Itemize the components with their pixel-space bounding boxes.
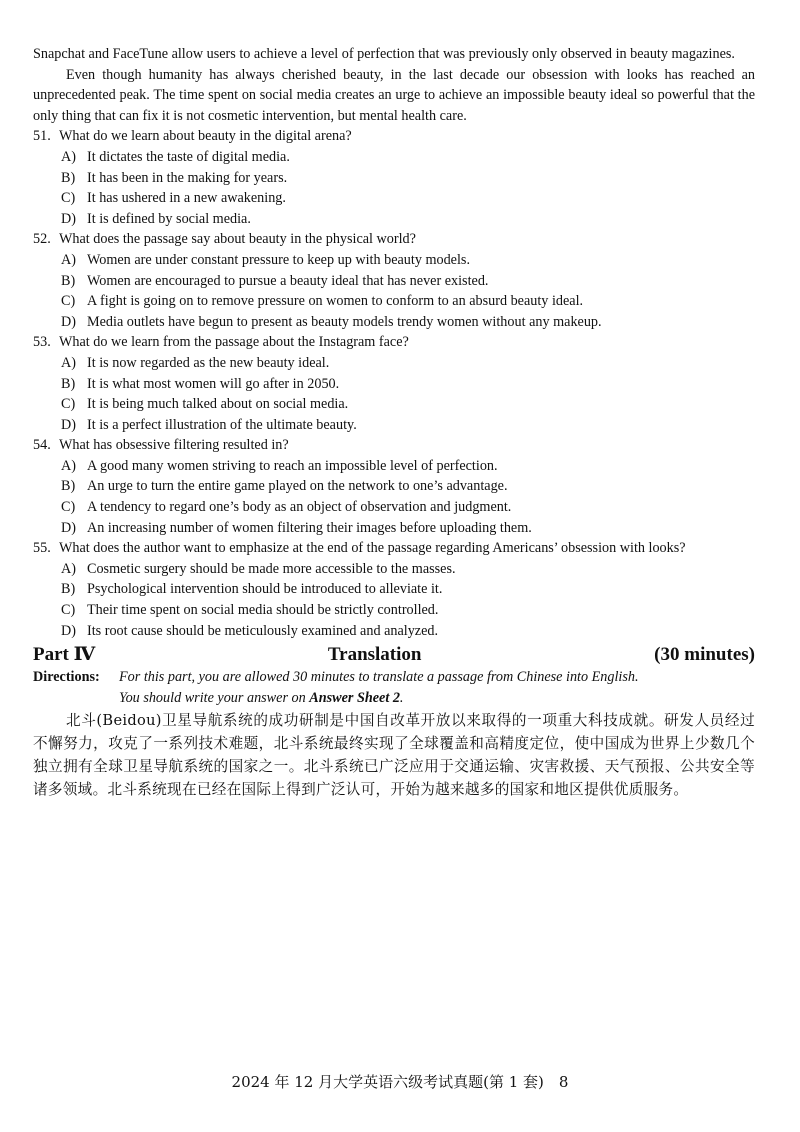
answer-option bbox=[33, 476, 755, 497]
option-text: It is a perfect illustration of the ultimate beauty. bbox=[87, 416, 357, 433]
answer-option bbox=[33, 394, 755, 415]
option-text: It has been in the making for years. bbox=[87, 169, 288, 186]
part-label: Part Ⅳ bbox=[33, 644, 96, 666]
option-text: Its root cause should be meticulously examined and analyzed. bbox=[87, 622, 439, 639]
option-letter: C) bbox=[61, 190, 76, 207]
directions-line-2 bbox=[33, 688, 755, 709]
part-time: (30 minutes) bbox=[654, 644, 755, 666]
option-letter: A) bbox=[61, 354, 76, 371]
option-letter: C) bbox=[61, 499, 76, 516]
answer-option bbox=[33, 621, 755, 642]
question-55 bbox=[33, 538, 755, 641]
option-text: Women are under constant pressure to keep up with beauty models. bbox=[87, 251, 470, 268]
answer-option bbox=[33, 291, 755, 312]
option-text: Cosmetic surgery should be made more accessible to the masses. bbox=[87, 560, 456, 577]
answer-option bbox=[33, 168, 755, 189]
option-letter: C) bbox=[61, 602, 76, 619]
directions-line-1: For this part, you are allowed 30 minutes to translate a passage from Chinese into English. bbox=[119, 669, 639, 686]
answer-option bbox=[33, 579, 755, 600]
answer-option bbox=[33, 271, 755, 292]
answer-option bbox=[33, 456, 755, 477]
question-53 bbox=[33, 332, 755, 435]
answer-option bbox=[33, 188, 755, 209]
option-text: It dictates the taste of digital media. bbox=[87, 148, 290, 165]
option-letter: C) bbox=[61, 396, 76, 413]
answer-option bbox=[33, 209, 755, 230]
option-text: It has ushered in a new awakening. bbox=[87, 190, 286, 207]
directions bbox=[33, 667, 755, 688]
option-text: Women are encouraged to pursue a beauty ideal that has never existed. bbox=[87, 272, 489, 289]
passage-paragraph-tail: Snapchat and FaceTune allow users to achieve a level of perfection that was previously only observed in beauty magazines. bbox=[33, 46, 735, 62]
option-text: Psychological intervention should be introduced to alleviate it. bbox=[87, 581, 443, 598]
part-4-header bbox=[33, 643, 755, 667]
answer-option bbox=[33, 559, 755, 580]
passage-paragraph-final: Even though humanity has always cherished beauty, in the last decade our obsession with looks has reached an unprecedented peak. The time spent on social media creates an urge to achieve an impossible beauty ideal so powerful that the only thing that can fix it is not cosmetic intervention, but mental health care. bbox=[33, 66, 755, 124]
chinese-passage: 北斗(Beidou)卫星导航系统的成功研制是中国自改革开放以来取得的一项重大科技成就。研发人员经过不懈努力，攻克了一系列技术难题，北斗系统最终实现了全球覆盖和高精度定位，使中国成为世界上少数几个独立拥有全球卫星导航系统的国家之一。北斗系统已广泛应用于交通运输、灾害救援、天气预报、公共安全等诸多领域。北斗系统现在已经在国际上得到广泛认可，开始为越来越多的国家和地区提供优质服务。 bbox=[33, 712, 755, 799]
option-text: Their time spent on social media should be strictly controlled. bbox=[87, 602, 439, 619]
directions-line-2-post: . bbox=[399, 689, 404, 706]
exam-page bbox=[33, 44, 755, 801]
question-number: 52. bbox=[33, 231, 51, 248]
question-number: 53. bbox=[33, 334, 51, 351]
option-text: A tendency to regard one’s body as an object of observation and judgment. bbox=[87, 499, 512, 516]
answer-option bbox=[33, 497, 755, 518]
option-text: An urge to turn the entire game played on the network to one’s advantage. bbox=[87, 478, 508, 495]
answer-sheet-label: Answer Sheet 2 bbox=[309, 689, 400, 706]
directions-label: Directions: bbox=[33, 669, 100, 686]
question-list bbox=[33, 126, 755, 641]
question-52 bbox=[33, 229, 755, 332]
part-title: Translation bbox=[327, 644, 422, 666]
question-stem bbox=[33, 126, 755, 147]
question-text: What has obsessive filtering resulted in? bbox=[59, 437, 289, 454]
option-letter: B) bbox=[61, 272, 76, 289]
option-letter: B) bbox=[61, 581, 76, 598]
option-letter: A) bbox=[61, 457, 76, 474]
page-footer: 2024 年 12 月大学英语六级考试真题(第 1 套) 8 bbox=[231, 1073, 569, 1091]
answer-option bbox=[33, 415, 755, 436]
question-54 bbox=[33, 435, 755, 538]
option-letter: A) bbox=[61, 148, 76, 165]
option-text: A good many women striving to reach an impossible level of perfection. bbox=[87, 457, 498, 474]
answer-option bbox=[33, 600, 755, 621]
question-51 bbox=[33, 126, 755, 229]
question-stem bbox=[33, 435, 755, 456]
answer-option bbox=[33, 312, 755, 333]
question-number: 55. bbox=[33, 540, 51, 557]
answer-option bbox=[33, 518, 755, 539]
option-letter: D) bbox=[61, 416, 76, 433]
option-letter: B) bbox=[61, 169, 76, 186]
question-number: 51. bbox=[33, 128, 51, 145]
question-number: 54. bbox=[33, 437, 51, 454]
option-text: It is what most women will go after in 2050. bbox=[87, 375, 340, 392]
answer-option bbox=[33, 374, 755, 395]
option-text: It is defined by social media. bbox=[87, 210, 251, 227]
question-text: What do we learn from the passage about the Instagram face? bbox=[59, 334, 409, 351]
option-letter: B) bbox=[61, 375, 76, 392]
option-text: It is being much talked about on social media. bbox=[87, 396, 349, 413]
option-text: An increasing number of women filtering their images before uploading them. bbox=[87, 519, 532, 536]
question-text: What does the author want to emphasize at the end of the passage regarding Americans’ obsession with looks? bbox=[59, 540, 686, 557]
option-letter: A) bbox=[61, 560, 76, 577]
option-letter: D) bbox=[61, 313, 76, 330]
option-letter: A) bbox=[61, 251, 76, 268]
option-text: It is now regarded as the new beauty ideal. bbox=[87, 354, 330, 371]
question-text: What does the passage say about beauty in the physical world? bbox=[59, 231, 416, 248]
option-letter: D) bbox=[61, 622, 76, 639]
question-stem bbox=[33, 229, 755, 250]
option-text: Media outlets have begun to present as beauty models trendy women without any makeup. bbox=[87, 313, 602, 330]
option-letter: B) bbox=[61, 478, 76, 495]
option-letter: D) bbox=[61, 519, 76, 536]
question-text: What do we learn about beauty in the digital arena? bbox=[59, 128, 352, 145]
option-letter: C) bbox=[61, 293, 76, 310]
question-stem bbox=[33, 538, 755, 559]
answer-option bbox=[33, 147, 755, 168]
option-letter: D) bbox=[61, 210, 76, 227]
question-stem bbox=[33, 332, 755, 353]
option-text: A fight is going on to remove pressure on women to conform to an absurd beauty ideal. bbox=[87, 293, 584, 310]
answer-option bbox=[33, 250, 755, 271]
answer-option bbox=[33, 353, 755, 374]
directions-line-2-pre: You should write your answer on bbox=[119, 689, 310, 706]
